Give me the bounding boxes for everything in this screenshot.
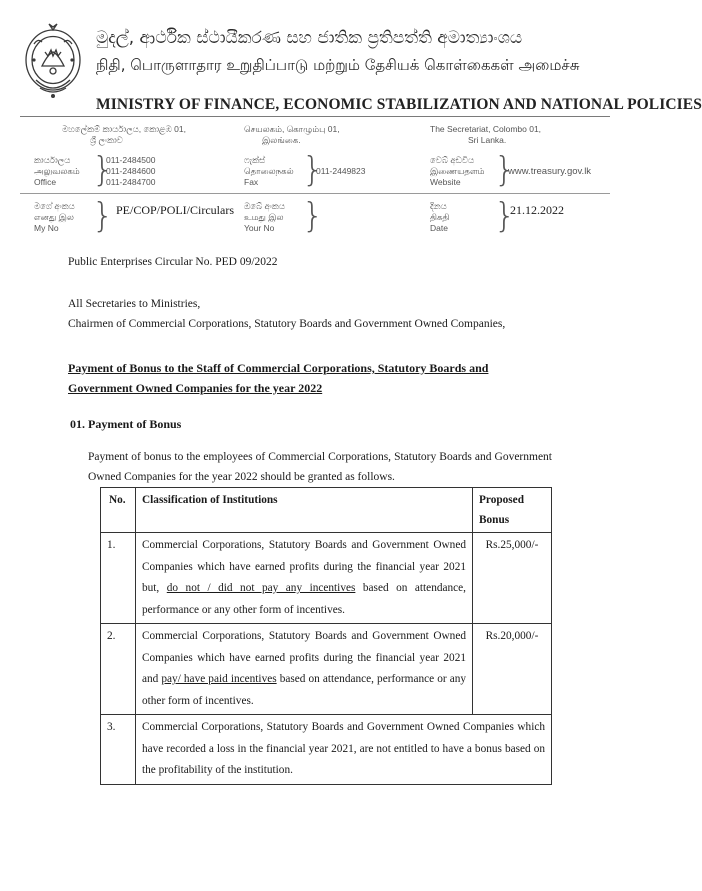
header-divider bbox=[20, 116, 610, 117]
subject-line-1: Payment of Bonus to the Staff of Commercial Corporations, Statutory Boards and bbox=[68, 361, 489, 375]
col-header-bonus bbox=[473, 488, 552, 533]
col-header-bonus-line1: Proposed bbox=[479, 494, 524, 506]
web-brace-icon: } bbox=[494, 150, 516, 190]
circular-number: Public Enterprises Circular No. PED 09/2022 bbox=[68, 256, 278, 268]
address-sinhala-line2: ශ්‍රී ලංකාව bbox=[90, 135, 123, 145]
office-number-3: 011-2484700 bbox=[106, 177, 156, 187]
bonus-table bbox=[100, 487, 552, 785]
myno-label-sinhala: මගේ අංකය bbox=[34, 201, 75, 211]
row-text-underlined: pay/ have paid incentives bbox=[161, 673, 277, 685]
ministry-title-sinhala: මුදල්, ආර්ථික ස්ථායීකරණ සහ ජාතික ප්‍රතිපත්ති අමාත්‍යාංශය bbox=[96, 28, 523, 48]
table-row bbox=[101, 715, 552, 785]
office-label-tamil: அலுவலகம் bbox=[34, 166, 80, 176]
address-tamil-line2: இலங்கை. bbox=[262, 135, 301, 145]
row-number: 1. bbox=[101, 533, 136, 624]
row-classification: Commercial Corporations, Statutory Boards and Government Owned Companies which have recorded a loss in the financial year 2021, are not entitled to have a bonus based on the profitability of the institution. bbox=[136, 715, 552, 785]
addressee-line-1: All Secretaries to Ministries, bbox=[68, 298, 201, 310]
col-header-classification: Classification of Institutions bbox=[136, 488, 473, 533]
section-heading: 01. Payment of Bonus bbox=[70, 417, 182, 431]
myno-label-english: My No bbox=[34, 223, 59, 233]
my-reference-number: PE/COP/POLI/Circulars bbox=[116, 203, 235, 217]
row-text-b: based on attendance, performance or any other form of incentives. bbox=[142, 673, 466, 707]
fax-label-sinhala: ෆැක්ස් bbox=[244, 155, 266, 165]
row-classification bbox=[136, 624, 473, 715]
subject-line-2: Government Owned Companies for the year 2022 bbox=[68, 381, 323, 395]
office-number-2: 011-2484600 bbox=[106, 166, 156, 176]
row-text-a: Commercial Corporations, Statutory Boards and Government Owned Companies which have earned profits during the financial year 2021 and bbox=[142, 630, 466, 685]
ministry-title-english: MINISTRY OF FINANCE, ECONOMIC STABILIZATION AND NATIONAL POLICIES bbox=[96, 96, 702, 113]
date-label-tamil: திகதி bbox=[430, 212, 450, 222]
address-tamil-line1: செயலகம், கொழும்பு 01, bbox=[244, 124, 340, 134]
col-header-no: No. bbox=[101, 488, 136, 533]
web-label-sinhala: වෙබ් අඩවිය bbox=[430, 155, 475, 165]
ministry-title-tamil: நிதி, பொருளாதார உறுதிப்பாடு மற்றும் தேசியக் கொள்கைகள் அமைச்சு bbox=[96, 56, 580, 74]
addressee-line-2: Chairmen of Commercial Corporations, Statutory Boards and Government Owned Companies, bbox=[68, 318, 506, 330]
date-label-english: Date bbox=[430, 223, 448, 233]
yourno-label-sinhala: ඔබේ අංකය bbox=[244, 201, 285, 211]
fax-label-tamil: தொலைநகல் bbox=[244, 166, 294, 176]
myno-label-tamil: எனது இல bbox=[34, 212, 74, 222]
date-brace-icon: } bbox=[494, 196, 516, 236]
circular-date: 21.12.2022 bbox=[510, 203, 564, 217]
yourno-label-tamil: உமது இல bbox=[244, 212, 284, 222]
row-text-underlined: do not / did not pay any incentives bbox=[166, 582, 356, 594]
table-row bbox=[101, 624, 552, 715]
row-number: 2. bbox=[101, 624, 136, 715]
contact-divider bbox=[20, 193, 610, 194]
row-classification bbox=[136, 533, 473, 624]
col-header-bonus-line2: Bonus bbox=[479, 514, 510, 526]
row-text-a: Commercial Corporations, Statutory Boards and Government Owned Companies which have earned profits during the financial year 2021 but, bbox=[142, 539, 466, 594]
row-text-b: based on attendance, performance or any other form of incentives. bbox=[142, 582, 467, 616]
office-label-sinhala: කාර්යාලය bbox=[34, 155, 71, 165]
row-number: 3. bbox=[101, 715, 136, 785]
fax-brace-icon: } bbox=[302, 150, 324, 190]
sri-lanka-emblem-icon bbox=[22, 22, 84, 102]
fax-number: 011-2449823 bbox=[316, 166, 366, 176]
row-bonus-amount: Rs.25,000/- bbox=[473, 533, 552, 624]
address-english-line1: The Secretariat, Colombo 01, bbox=[430, 124, 542, 134]
table-row bbox=[101, 533, 552, 624]
office-brace-icon: } bbox=[92, 150, 114, 190]
date-label-sinhala: දිනය bbox=[430, 201, 447, 211]
yourno-label-english: Your No bbox=[244, 223, 275, 233]
fax-label-english: Fax bbox=[244, 177, 259, 187]
office-label-english: Office bbox=[34, 177, 57, 187]
row-bonus-amount: Rs.20,000/- bbox=[473, 624, 552, 715]
myno-brace-icon: } bbox=[92, 196, 114, 236]
yourno-brace-icon: } bbox=[302, 196, 324, 236]
intro-paragraph: Payment of bonus to the employees of Commercial Corporations, Statutory Boards and Government Owned Companies for the year 2022 should be granted as follows. bbox=[88, 451, 552, 483]
table-header-row bbox=[101, 488, 552, 533]
website-link[interactable]: www.treasury.gov.lk bbox=[508, 166, 592, 177]
office-number-1: 011-2484500 bbox=[106, 155, 156, 165]
web-label-english: Website bbox=[430, 177, 461, 187]
address-sinhala-line1: මහලේකම් කාර්යාලය, කොළඹ 01, bbox=[62, 124, 186, 134]
address-english-line2: Sri Lanka. bbox=[468, 135, 507, 145]
web-label-tamil: இணையதளம் bbox=[430, 166, 485, 176]
